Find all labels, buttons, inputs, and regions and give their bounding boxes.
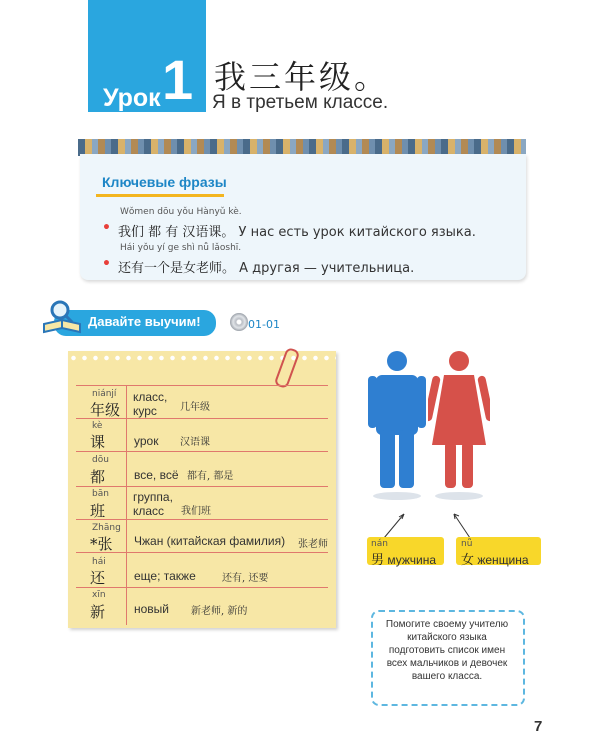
page-number: 7: [534, 718, 543, 735]
vocab-example: 张老师: [298, 539, 328, 550]
female-figure-icon: [428, 350, 490, 510]
phrase-line: [118, 257, 414, 276]
vocab-example: 还有, 还要: [222, 573, 269, 584]
vocab-hanzi: 年级: [90, 401, 121, 419]
vocab-russian: новый: [134, 602, 170, 616]
vocab-pinyin: xīn: [92, 590, 106, 600]
vocab-russian: группа, класс: [133, 490, 173, 518]
male-pinyin: nán: [371, 539, 388, 549]
female-russian: женщина: [477, 553, 529, 567]
vocab-hanzi: 还: [90, 569, 106, 587]
phrase-russian: А другая — учительница.: [239, 261, 415, 276]
lets-learn-label: Давайте выучим!: [88, 314, 201, 329]
column-divider: [126, 385, 127, 625]
phrase-russian: У нас есть урок китайского языка.: [238, 225, 476, 240]
vocab-russian: все, всё: [134, 468, 179, 482]
vocab-pinyin: dōu: [92, 455, 109, 465]
phrase-chinese: 我们 都 有 汉语课。: [118, 225, 235, 240]
male-figure-icon: [368, 350, 426, 510]
female-hanzi: 女: [461, 553, 475, 568]
vocab-hanzi: 课: [90, 433, 106, 451]
row-rule: [76, 385, 328, 386]
vocab-hanzi: 班: [90, 502, 106, 520]
vocab-example: 都有, 都是: [187, 471, 234, 482]
vocab-hanzi: 新: [90, 603, 106, 621]
teacher-note-text: Помогите своему учителю китайского языка подготовить список имен всех мальчиков и девочек вашего класса.: [385, 619, 509, 682]
cd-icon[interactable]: [230, 313, 248, 331]
bullet-icon: •: [102, 256, 111, 272]
female-pinyin: nǚ: [461, 539, 473, 549]
vocab-pinyin: niánjí: [92, 389, 117, 399]
arrow-icon: [446, 510, 476, 540]
audio-track-number[interactable]: 01-01: [248, 318, 280, 331]
row-rule: [76, 451, 328, 452]
key-phrases-heading: Ключевые фразы: [102, 174, 227, 190]
vocab-example: 汉语课: [180, 437, 210, 448]
lesson-title-chinese: 我三年级。: [214, 58, 390, 96]
lesson-number: 1: [162, 48, 194, 111]
male-label: [371, 549, 436, 568]
vocab-example: 新老师, 新的: [191, 606, 248, 617]
vocab-hanzi: *张: [90, 535, 113, 553]
vocab-pinyin: hái: [92, 557, 106, 567]
vocab-russian: Чжан (китайская фамилия): [134, 534, 286, 548]
arrow-icon: [380, 510, 420, 540]
heading-underline: [96, 194, 224, 197]
phrase-pinyin: Hái yǒu yí ge shì nǚ lǎoshī.: [120, 243, 242, 253]
vocab-example: 我们班: [181, 506, 211, 517]
male-hanzi: 男: [371, 553, 385, 568]
vocab-example: 几年级: [180, 402, 210, 413]
row-rule: [76, 519, 328, 520]
vocab-pinyin: Zhāng: [92, 523, 121, 533]
vocab-russian: класс, курс: [133, 390, 168, 418]
lesson-title-russian: Я в третьем классе.: [212, 92, 389, 113]
vocab-russian: еще; также: [134, 569, 196, 583]
row-rule: [76, 587, 328, 588]
row-rule: [76, 552, 328, 553]
phrase-chinese: 还有一个是女老师。: [118, 261, 236, 276]
bullet-icon: •: [102, 220, 111, 236]
row-rule: [76, 486, 328, 487]
female-label: [461, 549, 529, 568]
phrase-line: [118, 221, 476, 240]
phrase-pinyin: Wǒmen dōu yǒu Hànyǔ kè.: [120, 207, 242, 217]
book-magnifier-icon: [40, 298, 86, 338]
vocab-pinyin: kè: [92, 421, 103, 431]
vocab-russian: урок: [134, 434, 159, 448]
lesson-word: Урок: [103, 84, 161, 112]
male-russian: мужчина: [387, 553, 437, 567]
vocab-hanzi: 都: [90, 468, 106, 486]
vocab-pinyin: bān: [92, 489, 109, 499]
